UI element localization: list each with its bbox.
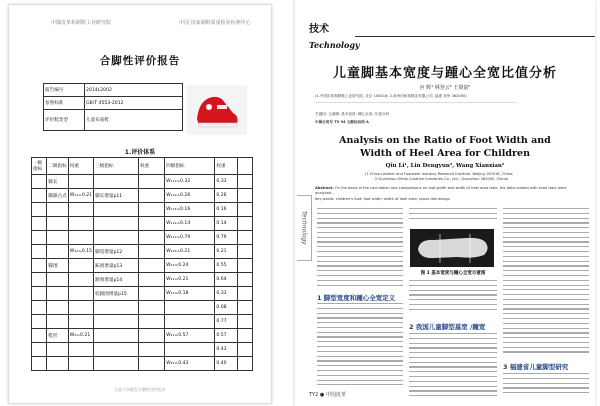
cell-first-level [32, 231, 47, 245]
cell-first-level [32, 329, 47, 343]
table-row [32, 315, 253, 329]
footer: 儿童不同鞋型合脚性评价报告 [114, 387, 166, 392]
info-table [43, 83, 183, 131]
cell-sub-weight: W₁₁₄=0.14 [165, 217, 215, 231]
cell-extra [238, 273, 253, 287]
table-row [32, 175, 253, 189]
cell-score: 0.26 [215, 189, 238, 203]
cell-sub-weight: W₁₂₂=0.21 [165, 245, 215, 259]
cell-score: 0.14 [215, 217, 238, 231]
cell-score: 0.08 [215, 301, 238, 315]
column-2-text-top [409, 208, 497, 222]
info-value: 2014L2002 [85, 84, 183, 97]
column-2-text-mid [409, 280, 497, 313]
cell-weight [68, 357, 93, 371]
column-3-text-lower [503, 373, 589, 397]
article-title-cn: 儿童脚基本宽度与踵心全宽比值分析 [332, 66, 557, 81]
cell-sub-index [47, 357, 68, 371]
info-value: GB/T 4553-2012 [85, 97, 183, 110]
col-header: 权重 [215, 158, 238, 175]
cell-sub-weight: W₁₄=0.21 [165, 273, 215, 287]
cell-sub-index [47, 245, 68, 259]
cell-extra [238, 189, 253, 203]
col-header: 三级指标 [94, 158, 139, 175]
cell-score: 0.40 [215, 357, 238, 371]
table-row [32, 329, 253, 343]
cell-score: 0.77 [215, 315, 238, 329]
section-heading-1: 1 脚型宽度和踵心全宽定义 [317, 294, 396, 302]
col-header: 一级指标 [32, 158, 47, 175]
cell-score: 0.43 [215, 343, 238, 357]
affiliation-en-1: (1.China Leather and Footwear Industry Research Institute, Beijing 100016, China; [365, 172, 514, 176]
table-row [32, 189, 253, 203]
table-row [32, 301, 253, 315]
evaluation-table [31, 157, 253, 371]
keywords-en: Key words: children's foot; foot width; width of heel area; shoes last design [315, 197, 451, 201]
cell-score: 0.55 [215, 259, 238, 273]
cell-weight2 [139, 315, 165, 329]
cell-weight2 [139, 287, 165, 301]
cell-indicator: 兜跟围增量p15 [94, 287, 139, 301]
cell-extra [238, 175, 253, 189]
cell-extra [238, 357, 253, 371]
cell-weight: W₂=0.21 [68, 329, 93, 343]
cell-sub-index [47, 203, 68, 217]
cell-weight2 [139, 343, 165, 357]
cell-extra [238, 329, 253, 343]
cell-extra [238, 217, 253, 231]
cell-weight: W₁₁=0.21 [68, 189, 93, 203]
cell-sub-index [47, 301, 68, 315]
cell-first-level [32, 189, 47, 203]
cell-sub-index [47, 287, 68, 301]
cell-sub-index [47, 315, 68, 329]
cell-first-level [32, 175, 47, 189]
abstract-cn: ———————————————————————————————————————————————————————— [315, 100, 517, 104]
cell-extra [238, 301, 253, 315]
cell-score: 0.21 [215, 245, 238, 259]
cell-weight2 [139, 329, 165, 343]
col-header: 二级指标 [47, 158, 68, 175]
info-label: 参照标准 [44, 97, 85, 110]
cell-weight [68, 343, 93, 357]
col-header: 四级指标 [165, 158, 215, 175]
col-header: 权重 [139, 158, 165, 175]
header-left: 中國皮革和制鞋工业研究院 [51, 20, 112, 26]
red-shoe-image [187, 85, 247, 135]
cell-indicator [94, 231, 139, 245]
cell-weight [68, 315, 93, 329]
cell-weight2 [139, 301, 165, 315]
table-row [32, 287, 253, 301]
section-logo: 技术 Technology [309, 24, 360, 50]
cell-first-level [32, 273, 47, 287]
cell-sub-index: 脚长 [47, 175, 68, 189]
cell-indicator [94, 217, 139, 231]
cell-weight2 [139, 203, 165, 217]
info-label: 报告编号 [44, 84, 85, 97]
cell-indicator [94, 175, 139, 189]
cell-extra [238, 203, 253, 217]
evaluation-report-page [8, 4, 272, 404]
table-row [32, 245, 253, 259]
cell-indicator [94, 315, 139, 329]
table-row [32, 217, 253, 231]
cell-indicator: 跖围增量p13 [94, 259, 139, 273]
cell-indicator: 脚长增量p11 [94, 189, 139, 203]
cell-weight [68, 287, 93, 301]
section-heading-2: 2 我国儿童脚型基宽 /踵宽 [409, 323, 486, 331]
page-number: TY2 ● 中国皮革 [309, 392, 346, 398]
header-rule [355, 36, 595, 37]
cell-indicator [94, 329, 139, 343]
cell-score: 0.33 [215, 175, 238, 189]
cell-sub-weight: W₁₃=0.24 [165, 259, 215, 273]
cell-sub-weight: W₂₁=0.57 [165, 329, 215, 343]
table-row [32, 273, 253, 287]
cell-weight2 [139, 189, 165, 203]
cell-weight [68, 273, 93, 287]
report-title: 合脚性评价报告 [99, 55, 181, 67]
cell-score: 0.64 [215, 273, 238, 287]
cell-weight [68, 259, 93, 273]
cell-first-level [32, 245, 47, 259]
cell-sub-weight [165, 315, 215, 329]
cell-sub-index: 鞋形 [47, 329, 68, 343]
column-1-text [317, 208, 403, 289]
cell-sub-weight: W₁₂₁=0.79 [165, 231, 215, 245]
cell-weight [68, 301, 93, 315]
cell-sub-index [47, 273, 68, 287]
article-page [284, 0, 600, 406]
affiliation-en-2: 2.Quanzhou Shida Creative Industries Co., Ltd., Quanzhou 362000, China) [375, 177, 509, 181]
cell-sub-weight: W₁₅=0.18 [165, 287, 215, 301]
cell-weight2 [139, 259, 165, 273]
cell-score: 0.57 [215, 329, 238, 343]
cell-sub-index: 脚围 [47, 259, 68, 273]
cell-indicator [94, 343, 139, 357]
cell-indicator: 跗围增量p14 [94, 273, 139, 287]
cell-extra [238, 231, 253, 245]
cell-extra [238, 245, 253, 259]
section-heading-3: 3 福建省儿童脚型研究 [503, 363, 569, 371]
keywords-cn: 关键词: 儿童脚; 基本宽度; 踵心全宽; 比值分析 [315, 112, 390, 116]
cell-extra [238, 287, 253, 301]
table-row [32, 259, 253, 273]
cell-score: 0.33 [215, 287, 238, 301]
authors-cn: 应 辉¹ 林登云² 王贤富² [419, 85, 471, 91]
cell-weight2 [139, 357, 165, 371]
cell-weight2 [139, 175, 165, 189]
side-tab: Technology [297, 195, 312, 261]
header-right: 中国·国家制鞋质量检验检测中心 [179, 20, 251, 26]
classification-cn: 中图分类号 TS 94 文献标识码 A [315, 120, 369, 124]
cell-sub-weight: W₁₁₃=0.16 [165, 203, 215, 217]
article-title-en: Analysis on the Ratio of Foot Width and Width of Heel Area for Children [339, 135, 551, 159]
cell-sub-weight: W₁₁₂=0.26 [165, 189, 215, 203]
cell-sub-index: 脚跟凸点 [47, 189, 68, 203]
cell-first-level [32, 315, 47, 329]
cell-first-level [32, 343, 47, 357]
col-header: 权重 [68, 158, 93, 175]
column-1-text-lower [317, 303, 403, 389]
cell-extra [238, 315, 253, 329]
info-label: 评价鞋类型 [44, 110, 85, 131]
cell-first-level [32, 259, 47, 273]
cell-extra [238, 343, 253, 357]
cell-sub-index [47, 231, 68, 245]
affiliation-cn: (1.中国皮革和制鞋工业研究院, 北京 100016; 2.泉州信和体鞋业有限公司, 福建 泉州 362000) [315, 94, 467, 98]
cell-score: 0.79 [215, 231, 238, 245]
section-title: 1.评价体系 [124, 149, 156, 156]
cell-sub-weight: W₂₂=0.43 [165, 357, 215, 371]
cell-indicator: 脚宽增量p12 [94, 245, 139, 259]
table-row [32, 203, 253, 217]
cell-first-level [32, 357, 47, 371]
cell-indicator [94, 301, 139, 315]
cell-weight [68, 231, 93, 245]
column-3-text [503, 208, 589, 356]
cell-extra [238, 259, 253, 273]
cell-weight: W₁₂=0.15 [68, 245, 93, 259]
foot-outline-figure [410, 229, 494, 267]
cell-weight [68, 217, 93, 231]
cell-first-level [32, 217, 47, 231]
figure-caption: 图 1 基本宽度与踵心全宽示意图 [420, 271, 486, 276]
cell-sub-index [47, 343, 68, 357]
cell-sub-weight [165, 301, 215, 315]
cell-first-level [32, 203, 47, 217]
cell-sub-weight [165, 343, 215, 357]
table-row [32, 343, 253, 357]
table-row [32, 231, 253, 245]
cell-indicator [94, 203, 139, 217]
cell-weight [68, 203, 93, 217]
cell-weight2 [139, 231, 165, 245]
info-value: 儿童布面鞋 [85, 110, 183, 131]
cell-weight2 [139, 273, 165, 287]
cell-indicator [94, 357, 139, 371]
authors-en: Qiu Li¹, Lin Dengyun², Wang Xianxian² [385, 163, 505, 169]
cell-first-level [32, 287, 47, 301]
column-2-text-lower [409, 333, 497, 400]
cell-weight2 [139, 245, 165, 259]
cell-first-level [32, 301, 47, 315]
abstract-en: Abstract: On the basis of the calculation and comparisons on foot width and width of heel area ratio, the data related with shoe lasts were analyzed... [315, 186, 567, 195]
cell-sub-index [47, 217, 68, 231]
cell-weight [68, 175, 93, 189]
table-row [32, 357, 253, 371]
cell-sub-weight: W₁₁₁=0.32 [165, 175, 215, 189]
cell-weight2 [139, 217, 165, 231]
cell-score: 0.16 [215, 203, 238, 217]
